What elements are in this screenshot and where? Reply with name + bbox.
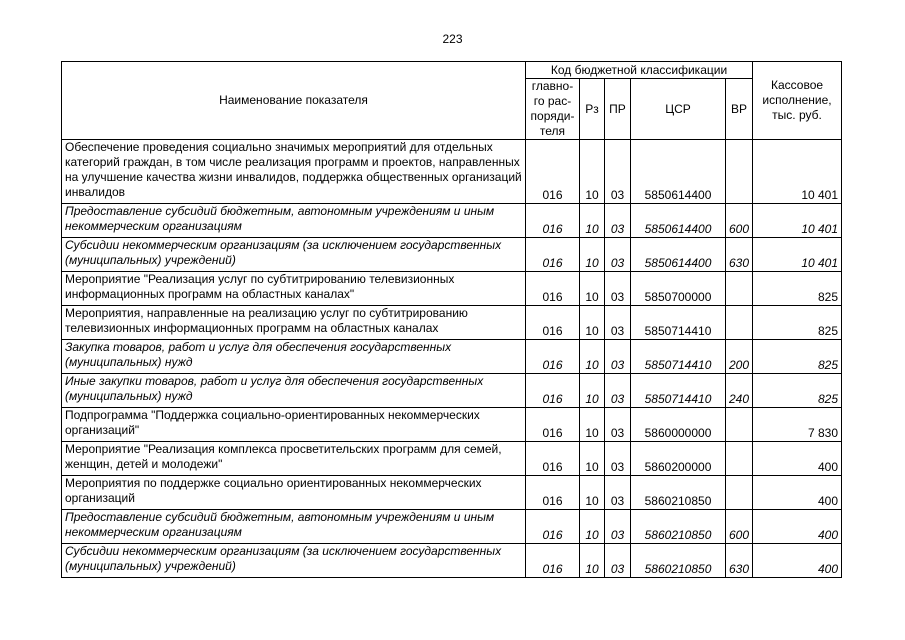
- row-name: Мероприятия, направленные на реализацию услуг по субтитрированию телевизионных информационных программ на областных каналах: [62, 306, 526, 340]
- row-name: Закупка товаров, работ и услуг для обеспечения государственных (муниципальных) нужд: [62, 340, 526, 374]
- table-row: [62, 238, 842, 272]
- row-amount: 10 401: [753, 204, 842, 238]
- row-csr: 5850614400: [631, 204, 726, 238]
- header-admin: главно-го рас-поряди-теля: [526, 79, 580, 140]
- header-classification-group: Код бюджетной классификации: [526, 62, 753, 79]
- row-admin: 016: [526, 374, 580, 408]
- row-amount: 7 830: [753, 408, 842, 442]
- row-admin: 016: [526, 140, 580, 204]
- row-admin: 016: [526, 510, 580, 544]
- row-rz: 10: [580, 442, 605, 476]
- row-rz: 10: [580, 238, 605, 272]
- row-vr: [726, 476, 753, 510]
- row-amount: 400: [753, 442, 842, 476]
- row-pr: 03: [605, 340, 631, 374]
- row-name: Обеспечение проведения социально значимых мероприятий для отдельных категорий граждан, в том числе реализация программ и проектов, направленных на улучшение качества жизни инвалидов, поддержка общественных организаций инвалидов: [62, 140, 526, 204]
- row-vr: [726, 306, 753, 340]
- row-pr: 03: [605, 476, 631, 510]
- row-amount: 825: [753, 340, 842, 374]
- row-pr: 03: [605, 374, 631, 408]
- row-rz: 10: [580, 374, 605, 408]
- table-row: [62, 408, 842, 442]
- row-vr: 600: [726, 510, 753, 544]
- row-vr: 200: [726, 340, 753, 374]
- table-row: [62, 204, 842, 238]
- table-row: [62, 272, 842, 306]
- row-csr: 5850714410: [631, 306, 726, 340]
- row-rz: 10: [580, 476, 605, 510]
- row-csr: 5850614400: [631, 238, 726, 272]
- row-name: Предоставление субсидий бюджетным, автономным учреждениям и иным некоммерческим организациям: [62, 204, 526, 238]
- table-row: [62, 140, 842, 204]
- row-admin: 016: [526, 272, 580, 306]
- row-amount: 400: [753, 510, 842, 544]
- row-vr: 240: [726, 374, 753, 408]
- table-row: [62, 306, 842, 340]
- row-pr: 03: [605, 272, 631, 306]
- header-pr: ПР: [605, 79, 631, 140]
- row-pr: 03: [605, 408, 631, 442]
- row-csr: 5850614400: [631, 140, 726, 204]
- row-csr: 5850714410: [631, 340, 726, 374]
- row-admin: 016: [526, 544, 580, 578]
- row-amount: 825: [753, 374, 842, 408]
- budget-table: [61, 61, 842, 578]
- row-vr: 630: [726, 238, 753, 272]
- header-amount: Кассовое исполнение, тыс. руб.: [753, 62, 842, 140]
- row-name: Предоставление субсидий бюджетным, автономным учреждениям и иным некоммерческим организациям: [62, 510, 526, 544]
- row-amount: 825: [753, 306, 842, 340]
- row-pr: 03: [605, 544, 631, 578]
- row-name: Мероприятия по поддержке социально ориентированных некоммерческих организаций: [62, 476, 526, 510]
- table-row: [62, 442, 842, 476]
- table-row: [62, 374, 842, 408]
- row-vr: 600: [726, 204, 753, 238]
- row-pr: 03: [605, 140, 631, 204]
- row-admin: 016: [526, 340, 580, 374]
- row-admin: 016: [526, 408, 580, 442]
- row-admin: 016: [526, 306, 580, 340]
- row-amount: 825: [753, 272, 842, 306]
- row-csr: 5860210850: [631, 510, 726, 544]
- row-rz: 10: [580, 408, 605, 442]
- header-rz: Рз: [580, 79, 605, 140]
- row-admin: 016: [526, 204, 580, 238]
- row-vr: [726, 408, 753, 442]
- page-number: 223: [442, 32, 463, 46]
- row-rz: 10: [580, 544, 605, 578]
- table-row: [62, 510, 842, 544]
- row-admin: 016: [526, 442, 580, 476]
- row-admin: 016: [526, 476, 580, 510]
- table-row: [62, 340, 842, 374]
- row-admin: 016: [526, 238, 580, 272]
- header-vr: ВР: [726, 79, 753, 140]
- row-vr: [726, 140, 753, 204]
- row-csr: 5860000000: [631, 408, 726, 442]
- row-pr: 03: [605, 306, 631, 340]
- row-pr: 03: [605, 238, 631, 272]
- row-rz: 10: [580, 272, 605, 306]
- row-name: Иные закупки товаров, работ и услуг для обеспечения государственных (муниципальных) нужд: [62, 374, 526, 408]
- row-name: Мероприятие "Реализация комплекса просветительских программ для семей, женщин, детей и молодежи": [62, 442, 526, 476]
- row-name: Подпрограмма "Поддержка социально-ориентированных некоммерческих организаций": [62, 408, 526, 442]
- row-csr: 5860210850: [631, 544, 726, 578]
- table-row: [62, 476, 842, 510]
- row-pr: 03: [605, 442, 631, 476]
- row-vr: [726, 272, 753, 306]
- row-pr: 03: [605, 510, 631, 544]
- row-pr: 03: [605, 204, 631, 238]
- row-name: Мероприятие "Реализация услуг по субтитрированию телевизионных информационных программ на областных каналах": [62, 272, 526, 306]
- row-name: Субсидии некоммерческим организациям (за исключением государственных (муниципальных) учреждений): [62, 238, 526, 272]
- row-name: Субсидии некоммерческим организациям (за исключением государственных (муниципальных) учреждений): [62, 544, 526, 578]
- row-rz: 10: [580, 204, 605, 238]
- row-csr: 5860200000: [631, 442, 726, 476]
- row-csr: 5860210850: [631, 476, 726, 510]
- row-rz: 10: [580, 340, 605, 374]
- row-vr: [726, 442, 753, 476]
- row-amount: 400: [753, 544, 842, 578]
- row-amount: 10 401: [753, 140, 842, 204]
- table-row: [62, 544, 842, 578]
- row-vr: 630: [726, 544, 753, 578]
- row-rz: 10: [580, 140, 605, 204]
- row-rz: 10: [580, 510, 605, 544]
- row-amount: 400: [753, 476, 842, 510]
- row-amount: 10 401: [753, 238, 842, 272]
- header-name: Наименование показателя: [62, 62, 526, 140]
- row-csr: 5850700000: [631, 272, 726, 306]
- row-csr: 5850714410: [631, 374, 726, 408]
- header-csr: ЦСР: [631, 79, 726, 140]
- row-rz: 10: [580, 306, 605, 340]
